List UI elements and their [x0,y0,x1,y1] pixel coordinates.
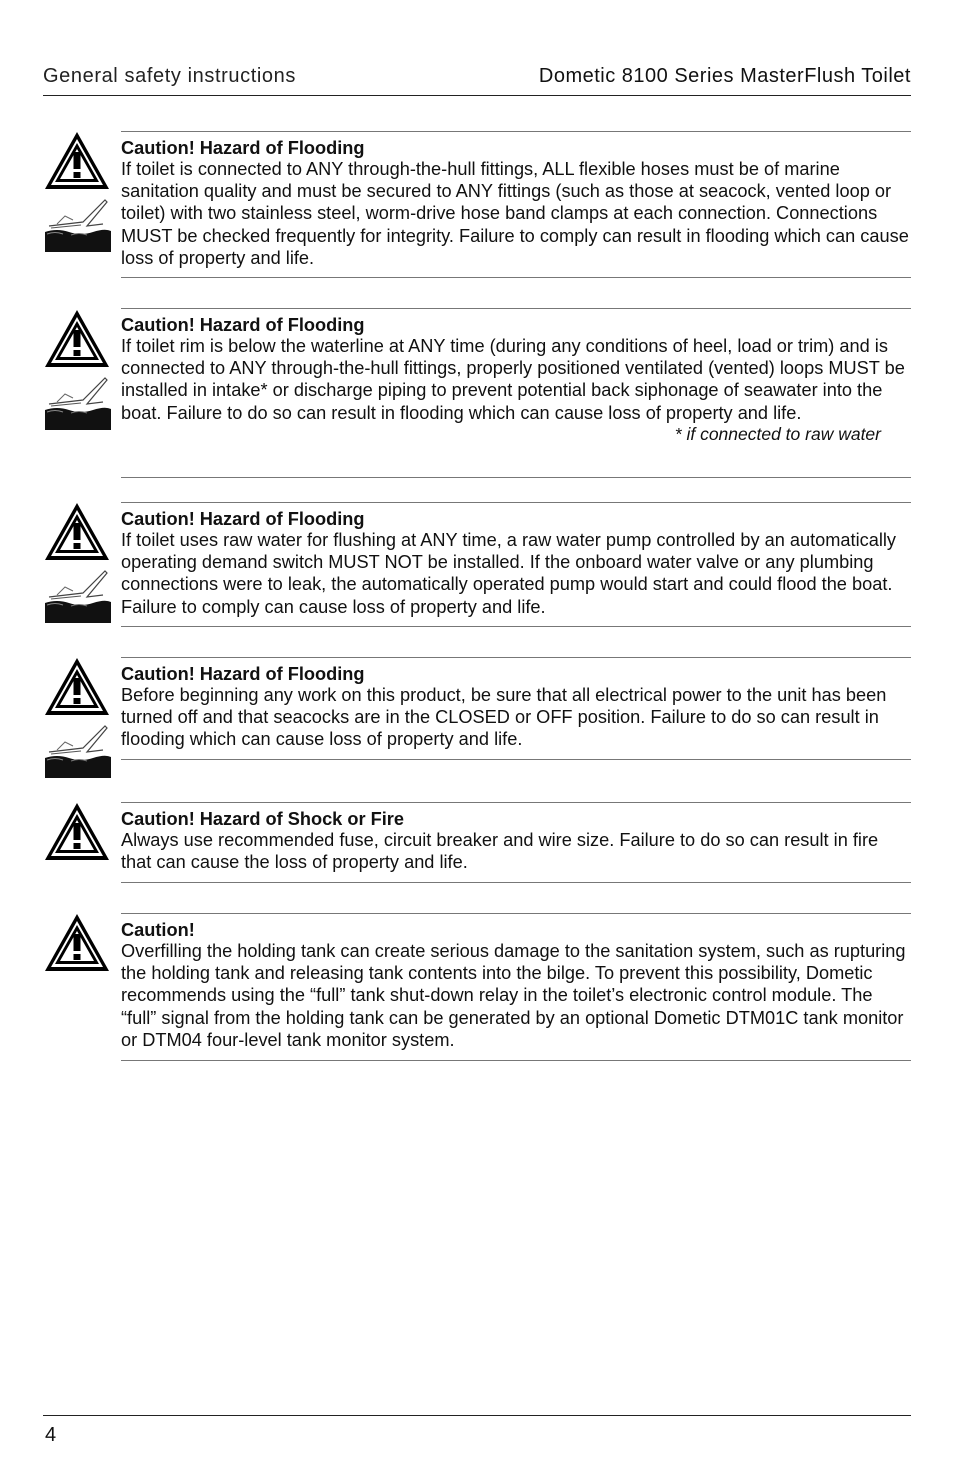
caution-footnote: * if connected to raw water [674,423,881,444]
flooding-boat-icon [43,565,111,623]
page-footer [43,1415,911,1446]
page-header [43,62,911,96]
caution-icons [43,912,111,974]
caution-content [121,802,911,883]
caution-title: Caution! Hazard of Flooding [121,315,365,335]
caution-title: Caution! [121,920,195,940]
caution-text: Overfilling the holding tank can create serious damage to the sanitation system, such as rupturing the holding tank and releasing tank contents into the bilge. To prevent this possibility, Dometic recommends using the “full” tank shut-down relay in the toilet’s electronic control module. The “full” signal from the holding tank can be generated by an optional Dometic DTM01C tank monitor or DTM04 four-level tank monitor system. [121,941,906,1050]
caution-content [121,308,911,478]
caution-content [121,502,911,627]
caution-icons [43,308,111,430]
warning-triangle-icon [43,912,111,974]
caution-title: Caution! Hazard of Flooding [121,664,365,684]
section-title: General safety instructions [43,65,296,87]
caution-text: If toilet uses raw water for flushing at ANY time, a raw water pump controlled by an automatically operating demand switch MUST NOT be installed. If the onboard water valve or any plumbing connections were to leak, the automatically operated pump would start and could flood the boat. Failure to comply can cause loss of property and life. [121,530,897,617]
caution-content [121,131,911,278]
caution-text: Before beginning any work on this product, be sure that all electrical power to the unit has been turned off and that seacocks are in the CLOSED or OFF position. Failure to do so can result in flooding which can cause loss of property and life. [121,685,887,750]
warning-triangle-icon [43,501,111,563]
flooding-boat-icon [43,194,111,252]
warning-triangle-icon [43,656,111,718]
warning-triangle-icon [43,308,111,370]
product-title: Dometic 8100 Series MasterFlush Toilet [538,65,911,87]
caution-text: If toilet rim is below the waterline at ANY time (during any conditions of heel, load or trim) and is connected to ANY through-the-hull fittings, properly positioned ventilated (vented) loops MUST be installed in intake* or discharge piping to prevent potential back siphonage of seawater into the boat. Failure to do so can result in flooding which can cause loss of property and life. [121,336,905,423]
caution-icons [43,656,111,778]
page-number: 4 [45,1424,57,1446]
caution-icons [43,801,111,863]
caution-content [121,913,911,1061]
caution-icons [43,501,111,623]
caution-icons [43,130,111,252]
warning-triangle-icon [43,130,111,192]
caution-text: Always use recommended fuse, circuit breaker and wire size. Failure to do so can result in fire that can cause the loss of property and life. [121,830,879,873]
flooding-boat-icon [43,372,111,430]
caution-title: Caution! Hazard of Flooding [121,138,365,158]
caution-content [121,657,911,760]
flooding-boat-icon [43,720,111,778]
caution-title: Caution! Hazard of Shock or Fire [121,809,404,829]
caution-title: Caution! Hazard of Flooding [121,509,365,529]
warning-triangle-icon [43,801,111,863]
caution-text: If toilet is connected to ANY through-the-hull fittings, ALL flexible hoses must be of marine sanitation quality and must be secured to ANY fittings (such as those at seacock, vented loop or toilet) with two stainless steel, worm-drive hose band clamps at each connection. Connections MUST be checked frequently for integrity. Failure to comply can result in flooding which can cause loss of property and life. [121,159,909,268]
